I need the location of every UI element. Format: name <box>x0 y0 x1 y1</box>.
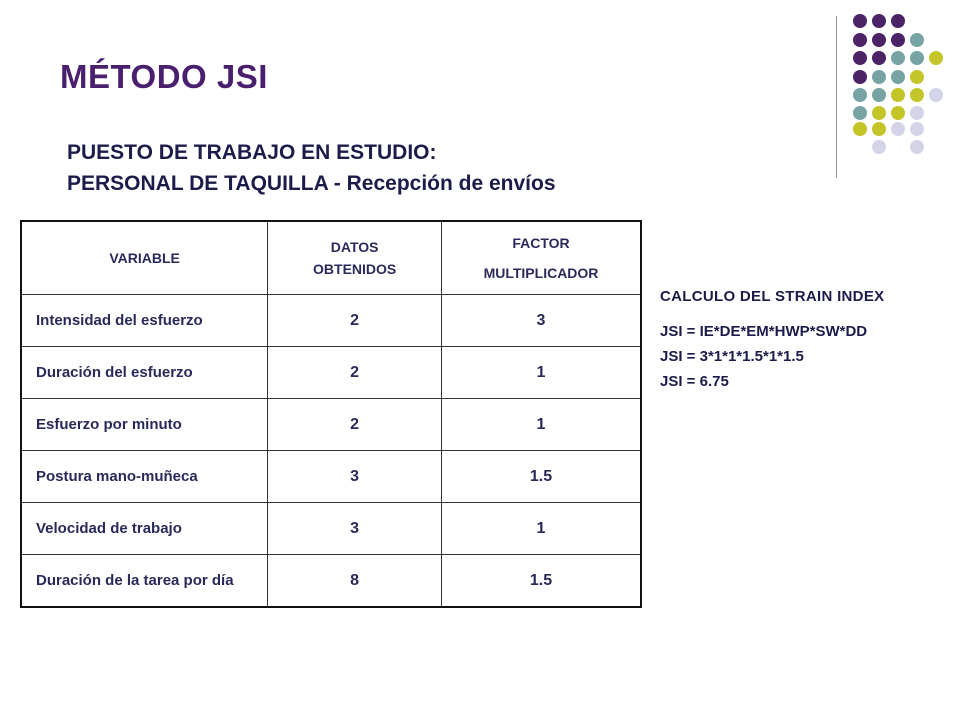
decorative-dot <box>853 122 867 136</box>
cell-factor: 1 <box>442 347 641 399</box>
cell-datos: 3 <box>268 451 442 503</box>
decorative-dot <box>891 70 905 84</box>
decorative-dot <box>872 140 886 154</box>
decorative-dot <box>929 51 943 65</box>
cell-variable: Esfuerzo por minuto <box>21 399 268 451</box>
decorative-dot <box>853 88 867 102</box>
decorative-dot <box>891 33 905 47</box>
decorative-dot-grid <box>0 0 960 200</box>
decorative-dot <box>929 88 943 102</box>
decorative-dot <box>891 14 905 28</box>
table-row <box>21 555 641 608</box>
cell-datos: 2 <box>268 295 442 347</box>
cell-variable: Velocidad de trabajo <box>21 503 268 555</box>
table-header-row <box>21 221 641 295</box>
cell-factor: 1.5 <box>442 555 641 608</box>
table-row <box>21 399 641 451</box>
cell-datos: 2 <box>268 399 442 451</box>
decorative-dot <box>891 106 905 120</box>
cell-variable: Intensidad del esfuerzo <box>21 295 268 347</box>
decorative-dot <box>872 70 886 84</box>
cell-variable: Duración del esfuerzo <box>21 347 268 399</box>
decorative-dot <box>853 14 867 28</box>
cell-factor: 1.5 <box>442 451 641 503</box>
table-row <box>21 347 641 399</box>
subtitle-line-2: PERSONAL DE TAQUILLA - Recepción de envíos <box>67 172 556 195</box>
decorative-dot <box>910 140 924 154</box>
decorative-dot <box>910 33 924 47</box>
decorative-dot <box>872 122 886 136</box>
decorative-dot <box>910 106 924 120</box>
table-row <box>21 295 641 347</box>
slide-title: MÉTODO JSI <box>60 58 268 95</box>
decorative-dot <box>853 106 867 120</box>
header-variable: VARIABLE <box>21 221 268 295</box>
calculation-formula: JSI = IE*DE*EM*HWP*SW*DD <box>660 323 868 340</box>
table-row <box>21 503 641 555</box>
decorative-dot <box>910 122 924 136</box>
cell-factor: 3 <box>442 295 641 347</box>
subtitle-line-1: PUESTO DE TRABAJO EN ESTUDIO: <box>67 141 437 164</box>
decorative-dot <box>891 51 905 65</box>
header-datos-obtenidos: DATOS OBTENIDOS <box>268 221 442 295</box>
decorative-dot <box>872 88 886 102</box>
table-row <box>21 451 641 503</box>
cell-variable: Postura mano-muñeca <box>21 451 268 503</box>
calculation-heading: CALCULO DEL STRAIN INDEX <box>660 288 885 305</box>
cell-datos: 8 <box>268 555 442 608</box>
cell-datos: 3 <box>268 503 442 555</box>
cell-variable: Duración de la tarea por día <box>21 555 268 608</box>
decorative-dot <box>853 70 867 84</box>
decorative-dot <box>872 106 886 120</box>
decorative-dot <box>910 88 924 102</box>
decorative-dot <box>872 51 886 65</box>
calculation-substitution: JSI = 3*1*1*1.5*1*1.5 <box>660 348 804 365</box>
decorative-dot <box>853 33 867 47</box>
decorative-dot <box>891 88 905 102</box>
cell-datos: 2 <box>268 347 442 399</box>
decorative-dot <box>872 33 886 47</box>
jsi-variables-table <box>20 220 642 608</box>
decorative-dot <box>910 51 924 65</box>
decorative-dot <box>872 14 886 28</box>
cell-factor: 1 <box>442 503 641 555</box>
calculation-result: JSI = 6.75 <box>660 373 729 390</box>
decorative-dot <box>891 122 905 136</box>
cell-factor: 1 <box>442 399 641 451</box>
strain-index-calculation <box>660 288 884 394</box>
decorative-dot <box>910 70 924 84</box>
header-factor-multiplicador: FACTOR MULTIPLICADOR <box>442 221 641 295</box>
decorative-dot <box>853 51 867 65</box>
